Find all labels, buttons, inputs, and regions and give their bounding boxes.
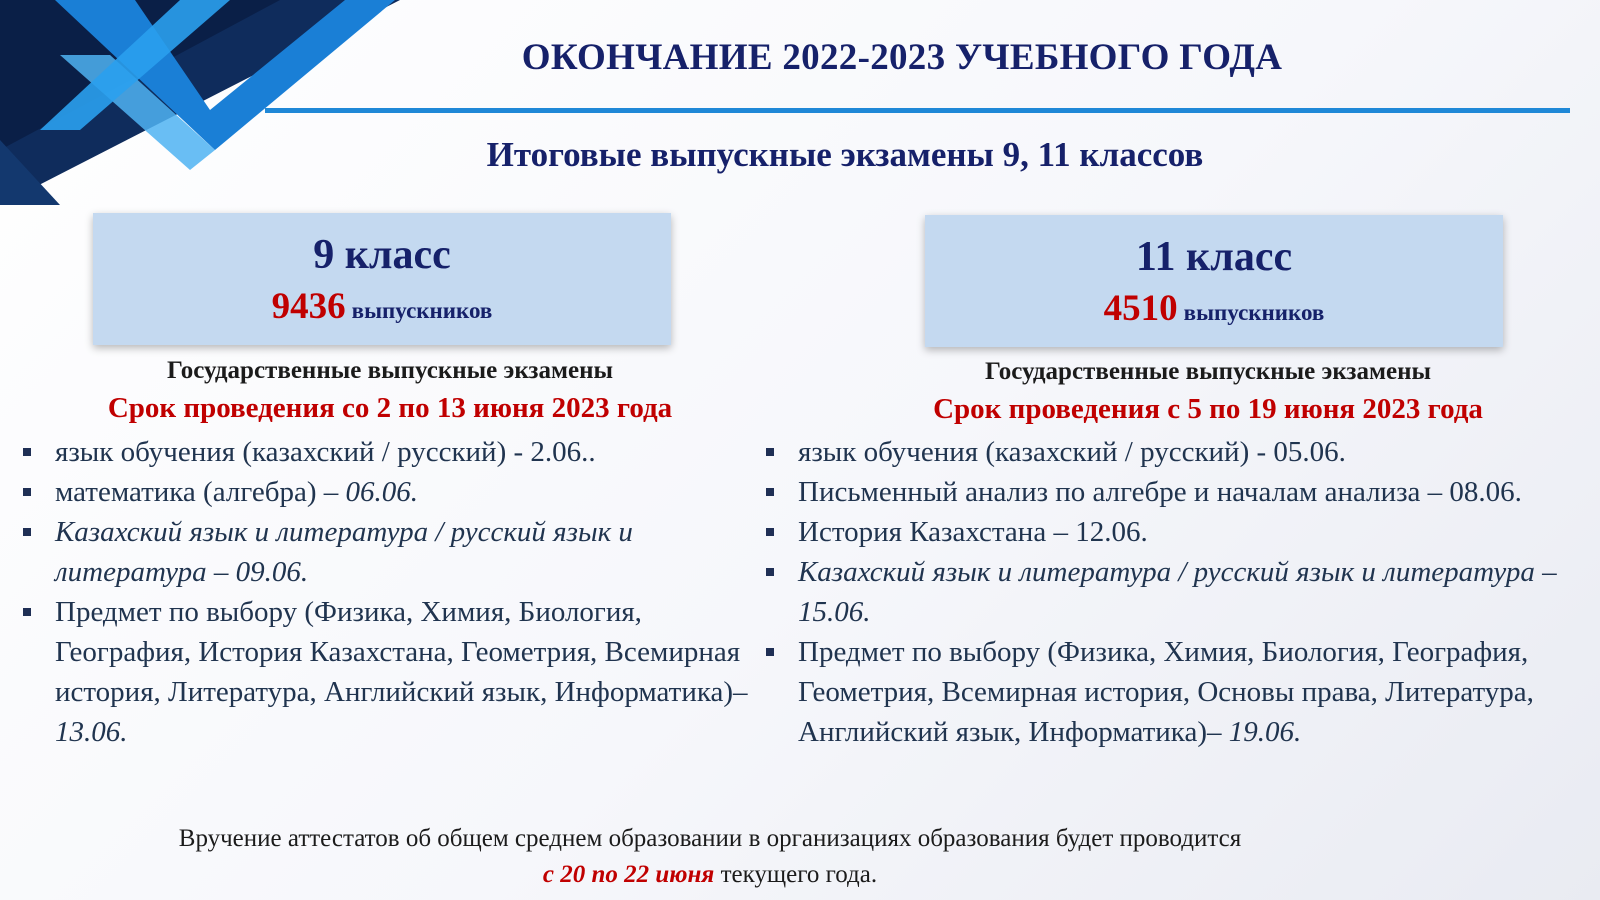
square-bullet-icon xyxy=(23,528,31,536)
exam-text-italic: Казахский язык и литература / русский язык и литература – 09.06. xyxy=(55,516,633,588)
grade11-exam-list xyxy=(763,432,1568,752)
exam-date: 13.06. xyxy=(55,716,128,748)
list-item xyxy=(20,432,750,472)
list-item xyxy=(763,512,1568,552)
exam-text: История Казахстана – 12.06. xyxy=(798,516,1148,548)
grade9-graduates-count: 9436 xyxy=(271,286,346,328)
square-bullet-icon xyxy=(23,608,31,616)
square-bullet-icon xyxy=(766,448,774,456)
grade11-exam-heading: Государственные выпускные экзамены xyxy=(985,358,1431,385)
list-item xyxy=(20,592,750,752)
grade9-summary-box xyxy=(93,213,671,345)
grade9-label: 9 класс xyxy=(313,232,451,278)
grade11-graduates xyxy=(925,289,1503,330)
grade11-graduates-word: выпускников xyxy=(1183,300,1325,326)
square-bullet-icon xyxy=(23,488,31,496)
footer-date-range: с 20 по 22 июня xyxy=(542,861,715,888)
list-item xyxy=(763,632,1568,752)
exam-text-italic: Казахский язык и литература / русский язык и литература – 15.06. xyxy=(798,556,1557,628)
footer-line2-end: текущего года. xyxy=(714,861,878,888)
list-item xyxy=(763,472,1568,512)
list-item xyxy=(763,432,1568,472)
exam-text: язык обучения (казахский / русский) - 05.06. xyxy=(798,436,1346,468)
square-bullet-icon xyxy=(766,648,774,656)
exam-text: математика (алгебра) – xyxy=(55,476,346,508)
exam-text: Предмет по выбору (Физика, Химия, Биология, География, История Казахстана, Геометрия, Всемирная история, Литература, Английский язык, Информатика)– xyxy=(55,596,748,708)
title-underline xyxy=(265,108,1570,113)
footer-note xyxy=(40,821,1380,893)
grade9-graduates-word: выпускников xyxy=(351,298,493,324)
exam-text: Предмет по выбору (Физика, Химия, Биология, География, Геометрия, Всемирная история, Основы права, Литература, Английский язык, Информатика)– xyxy=(798,636,1534,748)
square-bullet-icon xyxy=(766,568,774,576)
list-item xyxy=(20,472,750,512)
square-bullet-icon xyxy=(766,528,774,536)
page-title: ОКОНЧАНИЕ 2022-2023 УЧЕБНОГО ГОДА xyxy=(521,37,1283,78)
exam-date: 19.06. xyxy=(1228,716,1302,748)
grade11-graduates-count: 4510 xyxy=(1103,288,1178,330)
grade11-summary-box xyxy=(925,215,1503,347)
grade9-deadline: Срок проведения со 2 по 13 июня 2023 года xyxy=(107,392,673,424)
list-item xyxy=(763,552,1568,632)
grade9-exam-heading: Государственные выпускные экзамены xyxy=(167,357,613,384)
square-bullet-icon xyxy=(23,448,31,456)
grade11-label: 11 класс xyxy=(1135,234,1293,280)
grade9-exam-list xyxy=(20,432,750,752)
grade11-deadline: Срок проведения с 5 по 19 июня 2023 года xyxy=(933,393,1483,425)
list-item xyxy=(20,512,750,592)
square-bullet-icon xyxy=(766,488,774,496)
grade9-graduates xyxy=(93,287,671,328)
page-subtitle: Итоговые выпускные экзамены 9, 11 классов xyxy=(486,135,1204,174)
exam-text: Письменный анализ по алгебре и началам анализа – 08.06. xyxy=(798,476,1522,508)
exam-text: язык обучения (казахский / русский) - 2.06.. xyxy=(55,436,596,468)
footer-line1: Вручение аттестатов об общем среднем образовании в организациях образования будет проводится xyxy=(178,825,1242,852)
exam-date: 06.06. xyxy=(345,476,418,508)
